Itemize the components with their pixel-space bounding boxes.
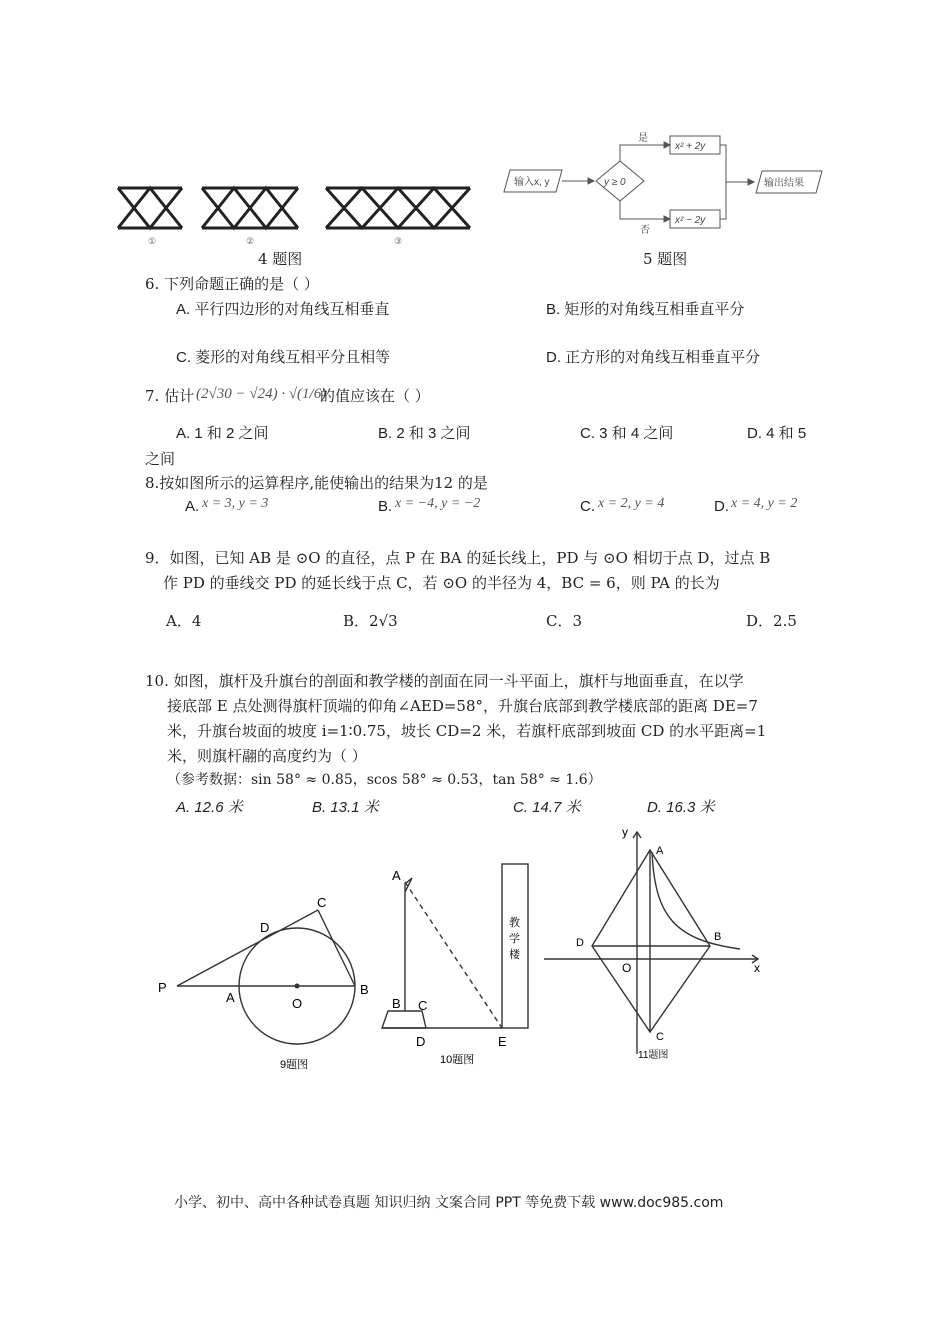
- fig10-building-char-1: 教: [509, 917, 520, 929]
- q7-suffix: 的值应该在（ ）: [320, 387, 430, 405]
- flow-condition-label: y ≥ 0: [604, 177, 626, 188]
- q8-label-b: B.: [378, 498, 393, 515]
- fig11-axis-y: y: [622, 825, 628, 839]
- flow-output-label: 输出结果: [764, 178, 804, 189]
- q7-option-c: C. 3 和 4 之间: [580, 425, 674, 442]
- fig9-label-b: B: [360, 982, 369, 997]
- fig9-label-o: O: [292, 996, 303, 1011]
- fig11-label-b: B: [714, 931, 722, 943]
- q9-line-2: 作 PD 的垂线交 PD 的延长线于点 C，若 ⊙O 的半径为 4，BC = 6，则 PA 的长为: [163, 574, 720, 592]
- fig4-label-2: ②: [246, 236, 255, 246]
- flow-input-label: 输入x, y: [514, 177, 550, 188]
- fig10-label-b: B: [392, 996, 401, 1011]
- q10-line-4: 米，则旗杆翮的高度约为（ ）: [167, 747, 367, 765]
- q7-prefix: 7. 估计: [145, 387, 195, 405]
- q6-option-c: C. 菱形的对角线互相平分且相等: [176, 349, 391, 366]
- q8-label-d: D.: [714, 498, 729, 515]
- fig4-label-1: ①: [148, 236, 157, 246]
- q10-option-d: D. 16.3 米: [647, 799, 715, 816]
- flow-yes-label: 是: [638, 133, 648, 144]
- flow-expr-yes: x² + 2y: [675, 141, 706, 152]
- q6-option-b: B. 矩形的对角线互相垂直平分: [546, 301, 745, 318]
- figure-10-flagpole: [370, 856, 540, 1071]
- fig9-label-a: A: [226, 990, 235, 1005]
- q9-option-d: D．2.5: [746, 612, 797, 630]
- q10-reference-data: （参考数据：sin 58° ≈ 0.85，scos 58° ≈ 0.53，tan 58° ≈ 1.6）: [167, 772, 602, 788]
- q7-option-b: B. 2 和 3 之间: [378, 425, 471, 442]
- fig9-label-p: P: [158, 980, 167, 995]
- q8-stem: 8.按如图所示的运算程序,能使输出的结果为12 的是: [145, 474, 488, 492]
- q10-option-a: A. 12.6 米: [176, 799, 243, 816]
- q8-label-c: C.: [580, 498, 595, 515]
- fig5-caption: 5 题图: [643, 250, 688, 268]
- fig10-label-a: A: [392, 868, 401, 883]
- fig11-label-c: C: [656, 1031, 664, 1043]
- q7-option-d: D. 4 和 5: [747, 425, 807, 442]
- q9-option-a: A．4: [166, 612, 202, 630]
- q7-option-d-wrap: 之间: [145, 450, 176, 468]
- q9-option-c: C．3: [546, 612, 583, 630]
- q6-stem: 6. 下列命题正确的是（ ）: [145, 275, 319, 293]
- q6-option-a: A. 平行四边形的对角线互相垂直: [176, 301, 390, 318]
- q10-line-2: 接底部 E 点处测得旗杆顶端的仰角∠AED=58°，升旗台底部到教学楼底部的距离 DE=7: [167, 697, 758, 715]
- fig11-axis-x: x: [754, 961, 760, 975]
- q8-value-c: x = 2, y = 4: [598, 496, 665, 511]
- figure-11-rhombus: [540, 822, 770, 1067]
- fig11-label-o: O: [622, 961, 632, 975]
- fig9-label-c: C: [317, 895, 327, 910]
- q9-line-1: 9．如图，已知 AB 是 ⊙O 的直径，点 P 在 BA 的延长线上，PD 与 ⊙O 相切于点 D，过点 B: [145, 549, 771, 567]
- q6-option-d: D. 正方形的对角线互相垂直平分: [546, 349, 761, 366]
- figure-5-flowchart: [500, 125, 830, 235]
- flow-expr-no: x² − 2y: [675, 215, 706, 226]
- fig10-label-d: D: [416, 1034, 426, 1049]
- figure-9-circle: [150, 888, 390, 1078]
- fig10-caption: 10题图: [440, 1054, 475, 1066]
- q7-expression: (2√30 − √24) · √(1/6): [196, 386, 327, 402]
- fig4-caption: 4 题图: [258, 250, 303, 268]
- q10-option-b: B. 13.1 米: [312, 799, 379, 816]
- q7-option-a: A. 1 和 2 之间: [176, 425, 269, 442]
- page-footer: 小学、初中、高中各种试卷真题 知识归纳 文案合同 PPT 等免费下载 www.doc985.com: [174, 1195, 724, 1211]
- fig10-label-e: E: [498, 1034, 507, 1049]
- q9-option-b: B．2√3: [343, 612, 398, 630]
- fig4-label-3: ③: [394, 236, 403, 246]
- q10-line-3: 米，升旗台坡面的坡度 i=1∶0.75，坡长 CD=2 米，若旗杆底部到坡面 CD 的水平距离=1: [167, 722, 767, 740]
- fig10-label-c: C: [418, 998, 428, 1013]
- flow-no-label: 否: [640, 225, 650, 235]
- fig11-label-a: A: [656, 845, 664, 857]
- q8-value-b: x = −4, y = −2: [395, 496, 481, 511]
- fig11-label-d: D: [576, 937, 584, 949]
- fig9-label-d: D: [260, 920, 270, 935]
- q10-option-c: C. 14.7 米: [513, 799, 581, 816]
- q10-line-1: 10. 如图，旗杆及升旗台的剖面和教学楼的剖面在同一斗平面上，旗杆与地面垂直，在以学: [145, 672, 744, 690]
- fig10-building-char-2: 学: [509, 933, 520, 945]
- fig10-building-char-3: 楼: [509, 949, 520, 961]
- figure-4-lattices: [110, 180, 480, 250]
- fig11-caption: 11题图: [638, 1050, 669, 1061]
- fig9-caption: 9题图: [280, 1059, 309, 1071]
- q8-label-a: A.: [185, 498, 200, 515]
- q8-value-a: x = 3, y = 3: [202, 496, 269, 511]
- q8-value-d: x = 4, y = 2: [731, 496, 798, 511]
